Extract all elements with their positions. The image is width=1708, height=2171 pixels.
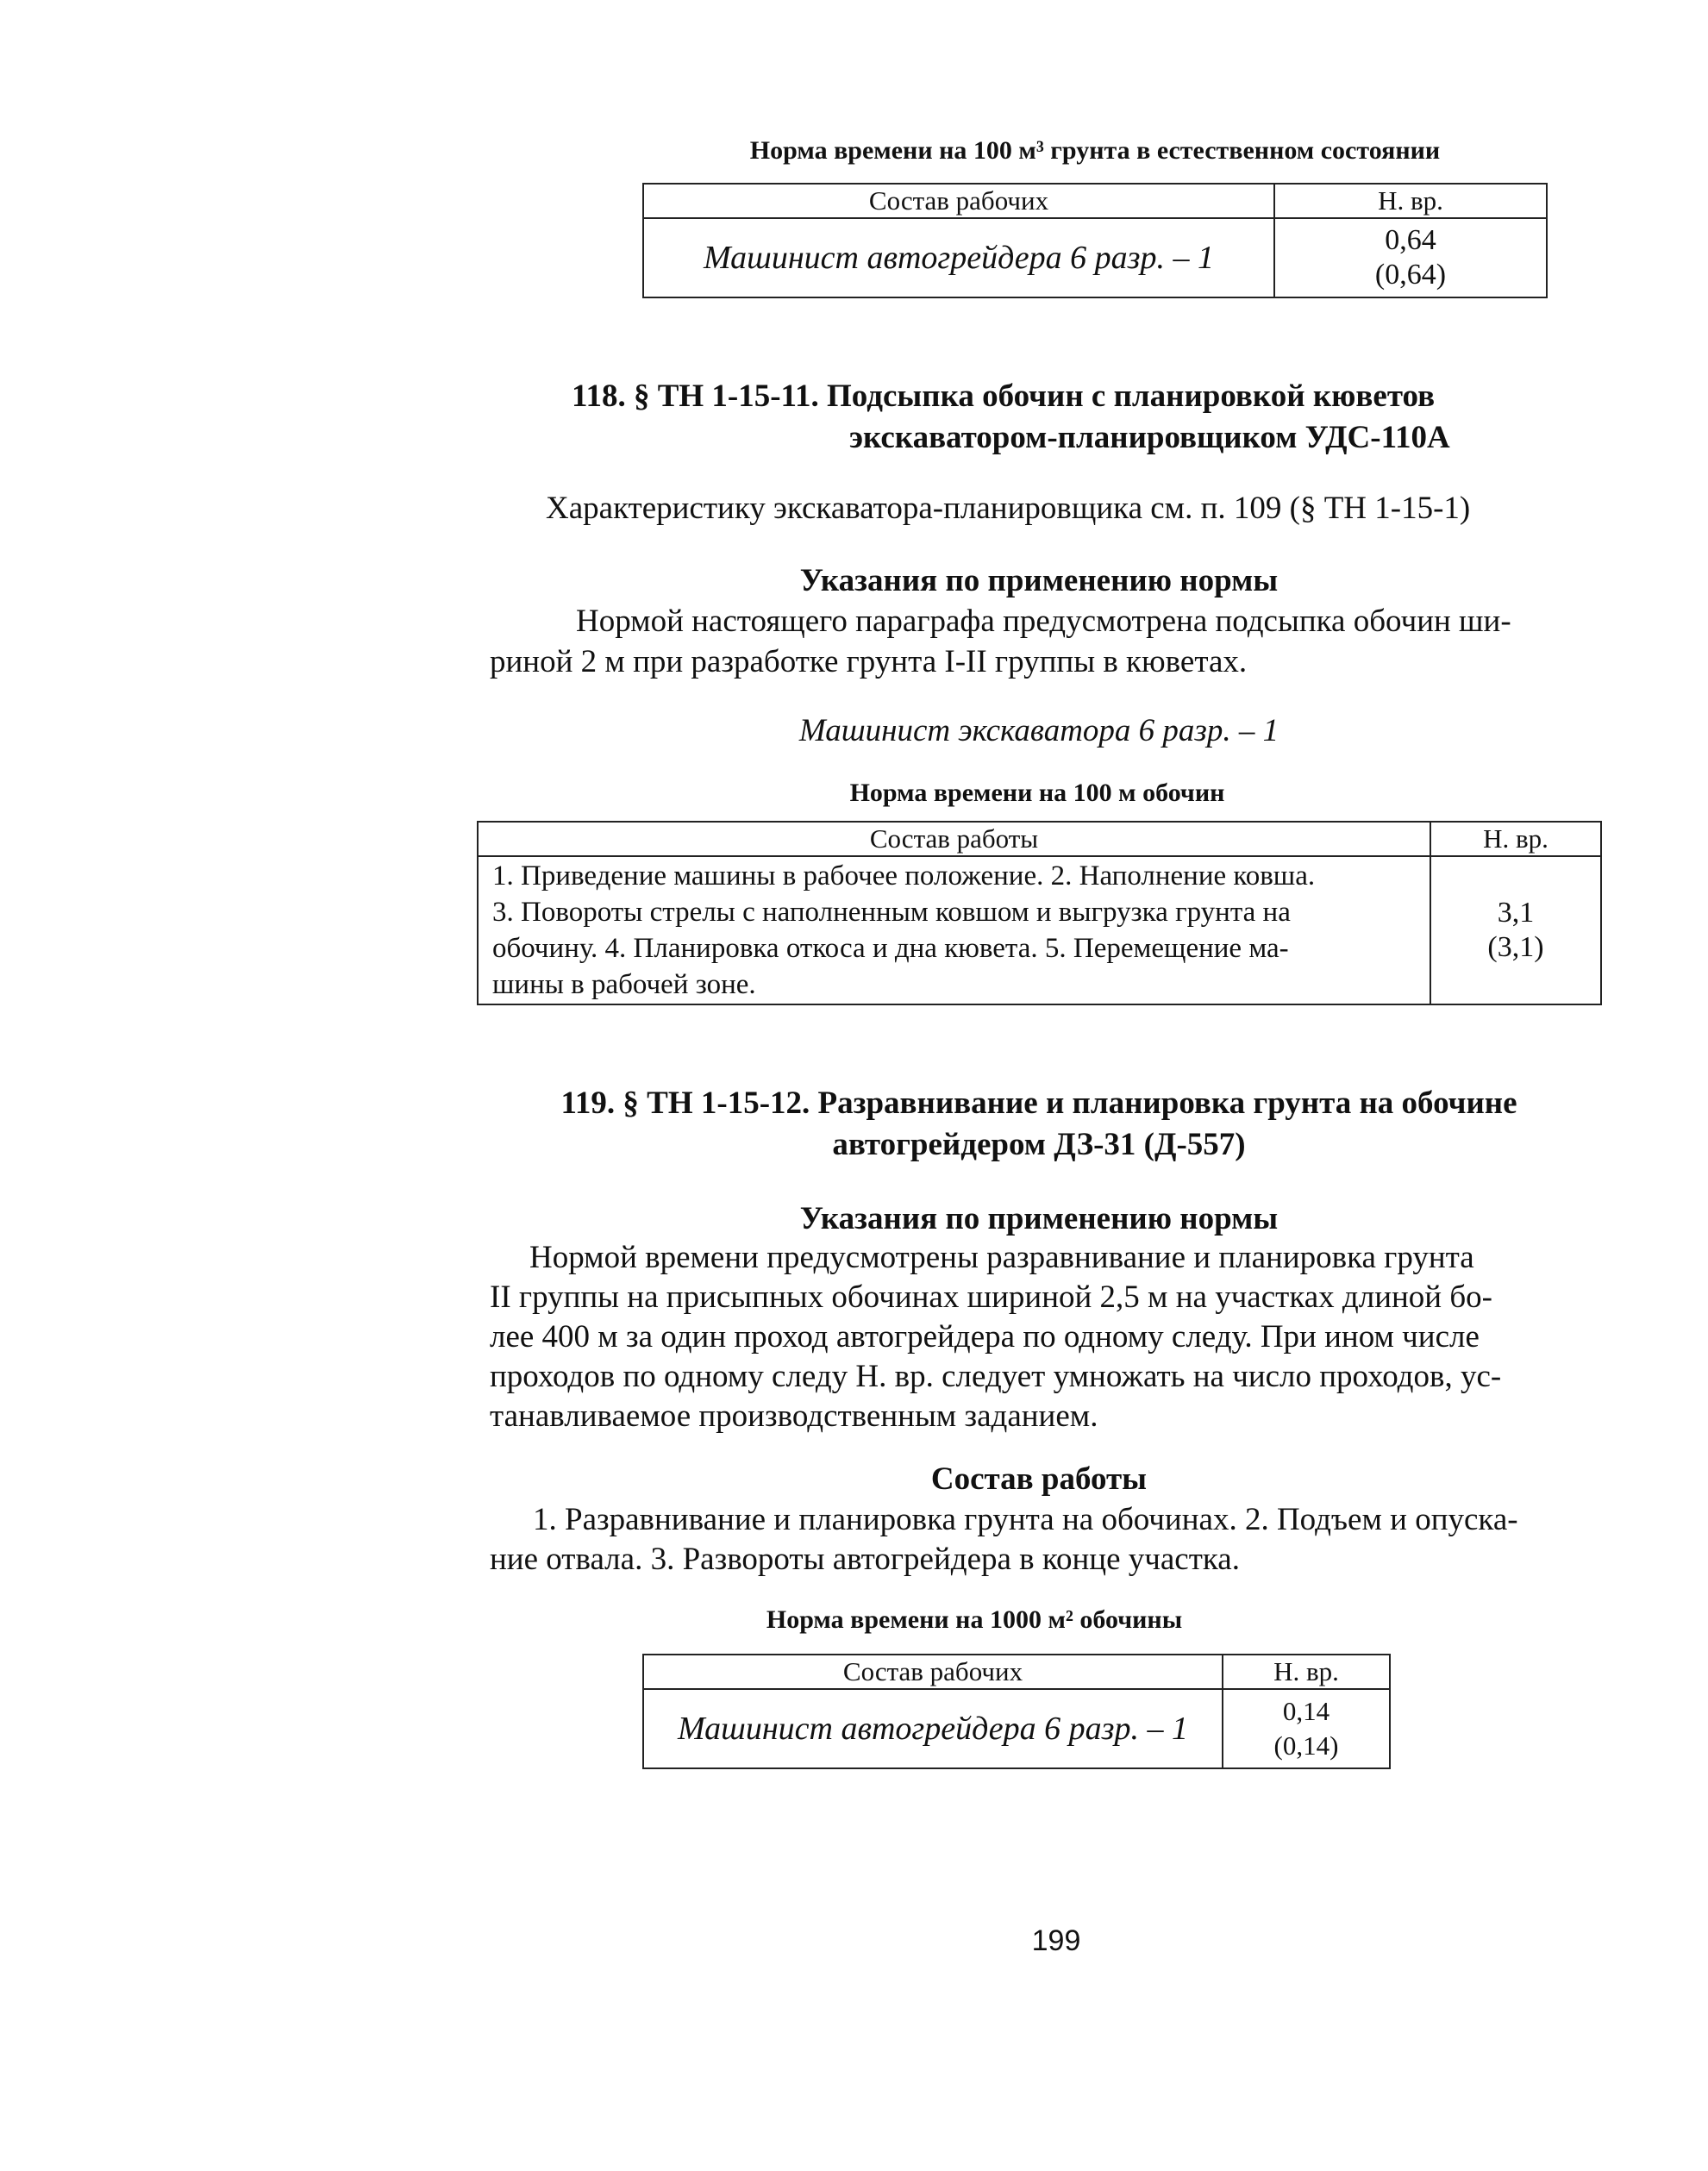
section118-col-norm: Н. вр. xyxy=(1430,822,1601,856)
section118-col-work: Состав работы xyxy=(478,822,1430,856)
section119-norm-value: 0,14 xyxy=(1282,1696,1330,1726)
section119-instructions-line3: лее 400 м за один проход автогрейдера по одному следу. При ином числе xyxy=(490,1319,1480,1355)
section119-work xyxy=(490,1500,1592,1580)
table1-norm xyxy=(1274,218,1547,297)
section118-work-description xyxy=(478,856,1430,1004)
section118-instructions-line2: риной 2 м при разработке грунта I-II группы в кюветах. xyxy=(490,644,1248,679)
section118-work-line4: шины в рабочей зоне. xyxy=(492,969,756,1000)
section118-work-line3: обочину. 4. Планировка откоса и дна кювета. 5. Перемещение ма- xyxy=(492,933,1289,964)
section119-instructions-line4: проходов по одному следу Н. вр. следует умножать на число проходов, ус- xyxy=(490,1359,1502,1394)
section119-instructions xyxy=(490,1238,1592,1436)
section118-work-line2: 3. Повороты стрелы с наполненным ковшом и выгрузка грунта на xyxy=(492,897,1291,928)
section118-instructions-heading: Указания по применению нормы xyxy=(799,563,1279,598)
table1-worker: Машинист автогрейдера 6 разр. – 1 xyxy=(643,218,1274,297)
section118-norm xyxy=(1430,856,1601,1004)
section119-work-line2: ние отвала. 3. Развороты автогрейдера в конце участка. xyxy=(490,1542,1240,1577)
section119-instructions-line5: танавливаемое производственным заданием. xyxy=(490,1398,1098,1434)
section119-instructions-heading: Указания по применению нормы xyxy=(799,1201,1279,1236)
section119-title-line2: автогрейдером ДЗ-31 (Д-557) xyxy=(832,1127,1246,1162)
section119-norm xyxy=(1223,1689,1390,1768)
section119-norm-value-paren: (0,14) xyxy=(1273,1730,1339,1761)
section119-instructions-line1: Нормой времени предусмотрены разравнивание и планировка грунта xyxy=(529,1240,1474,1275)
section119-work-heading: Состав работы xyxy=(930,1461,1148,1497)
section118-reference: Характеристику экскаватора-планировщика см. п. 109 (§ ТН 1-15-1) xyxy=(546,491,1471,526)
section118-table xyxy=(477,821,1602,1005)
table1-col-norm: Н. вр. xyxy=(1274,184,1547,218)
section119-col-norm: Н. вр. xyxy=(1223,1655,1390,1689)
table1-norm-value-paren: (0,64) xyxy=(1374,259,1447,291)
table1-caption: Норма времени на 100 м³ грунта в естественном состоянии xyxy=(749,136,1441,165)
section119-worker: Машинист автогрейдера 6 разр. – 1 xyxy=(643,1689,1223,1768)
section118-title-line2: экскаватором-планировщиком УДС-110А xyxy=(849,420,1450,455)
section118-work-line1: 1. Приведение машины в рабочее положение. 2. Наполнение ковша. xyxy=(492,860,1316,892)
section119-instructions-line2: II группы на присыпных обочинах шириной 2,5 м на участках длиной бо- xyxy=(490,1279,1492,1315)
table1 xyxy=(642,183,1548,298)
section118-table-caption: Норма времени на 100 м обочин xyxy=(849,779,1225,807)
section118-norm-value-paren: (3,1) xyxy=(1487,931,1544,963)
table1-col-workers: Состав рабочих xyxy=(643,184,1274,218)
section119-work-line1: 1. Разравнивание и планировка грунта на обочинах. 2. Подъем и опуска- xyxy=(533,1502,1518,1537)
page-number: 199 xyxy=(1031,1924,1081,1957)
section118-crew: Машинист экскаватора 6 разр. – 1 xyxy=(798,713,1279,748)
section119-col-workers: Состав рабочих xyxy=(643,1655,1223,1689)
section119-table xyxy=(642,1654,1391,1769)
section119-title-line1: 119. § ТН 1-15-12. Разравнивание и планировка грунта на обочине xyxy=(560,1086,1517,1121)
table1-norm-value: 0,64 xyxy=(1385,224,1436,256)
section118-instructions-line1: Нормой настоящего параграфа предусмотрена подсыпка обочин ши- xyxy=(576,604,1511,639)
section118-norm-value: 3,1 xyxy=(1497,897,1535,929)
section119-table-caption: Норма времени на 1000 м² обочины xyxy=(766,1605,1183,1634)
section118-title-line1: 118. § ТН 1-15-11. Подсыпка обочин с планировкой кюветов xyxy=(572,379,1436,414)
